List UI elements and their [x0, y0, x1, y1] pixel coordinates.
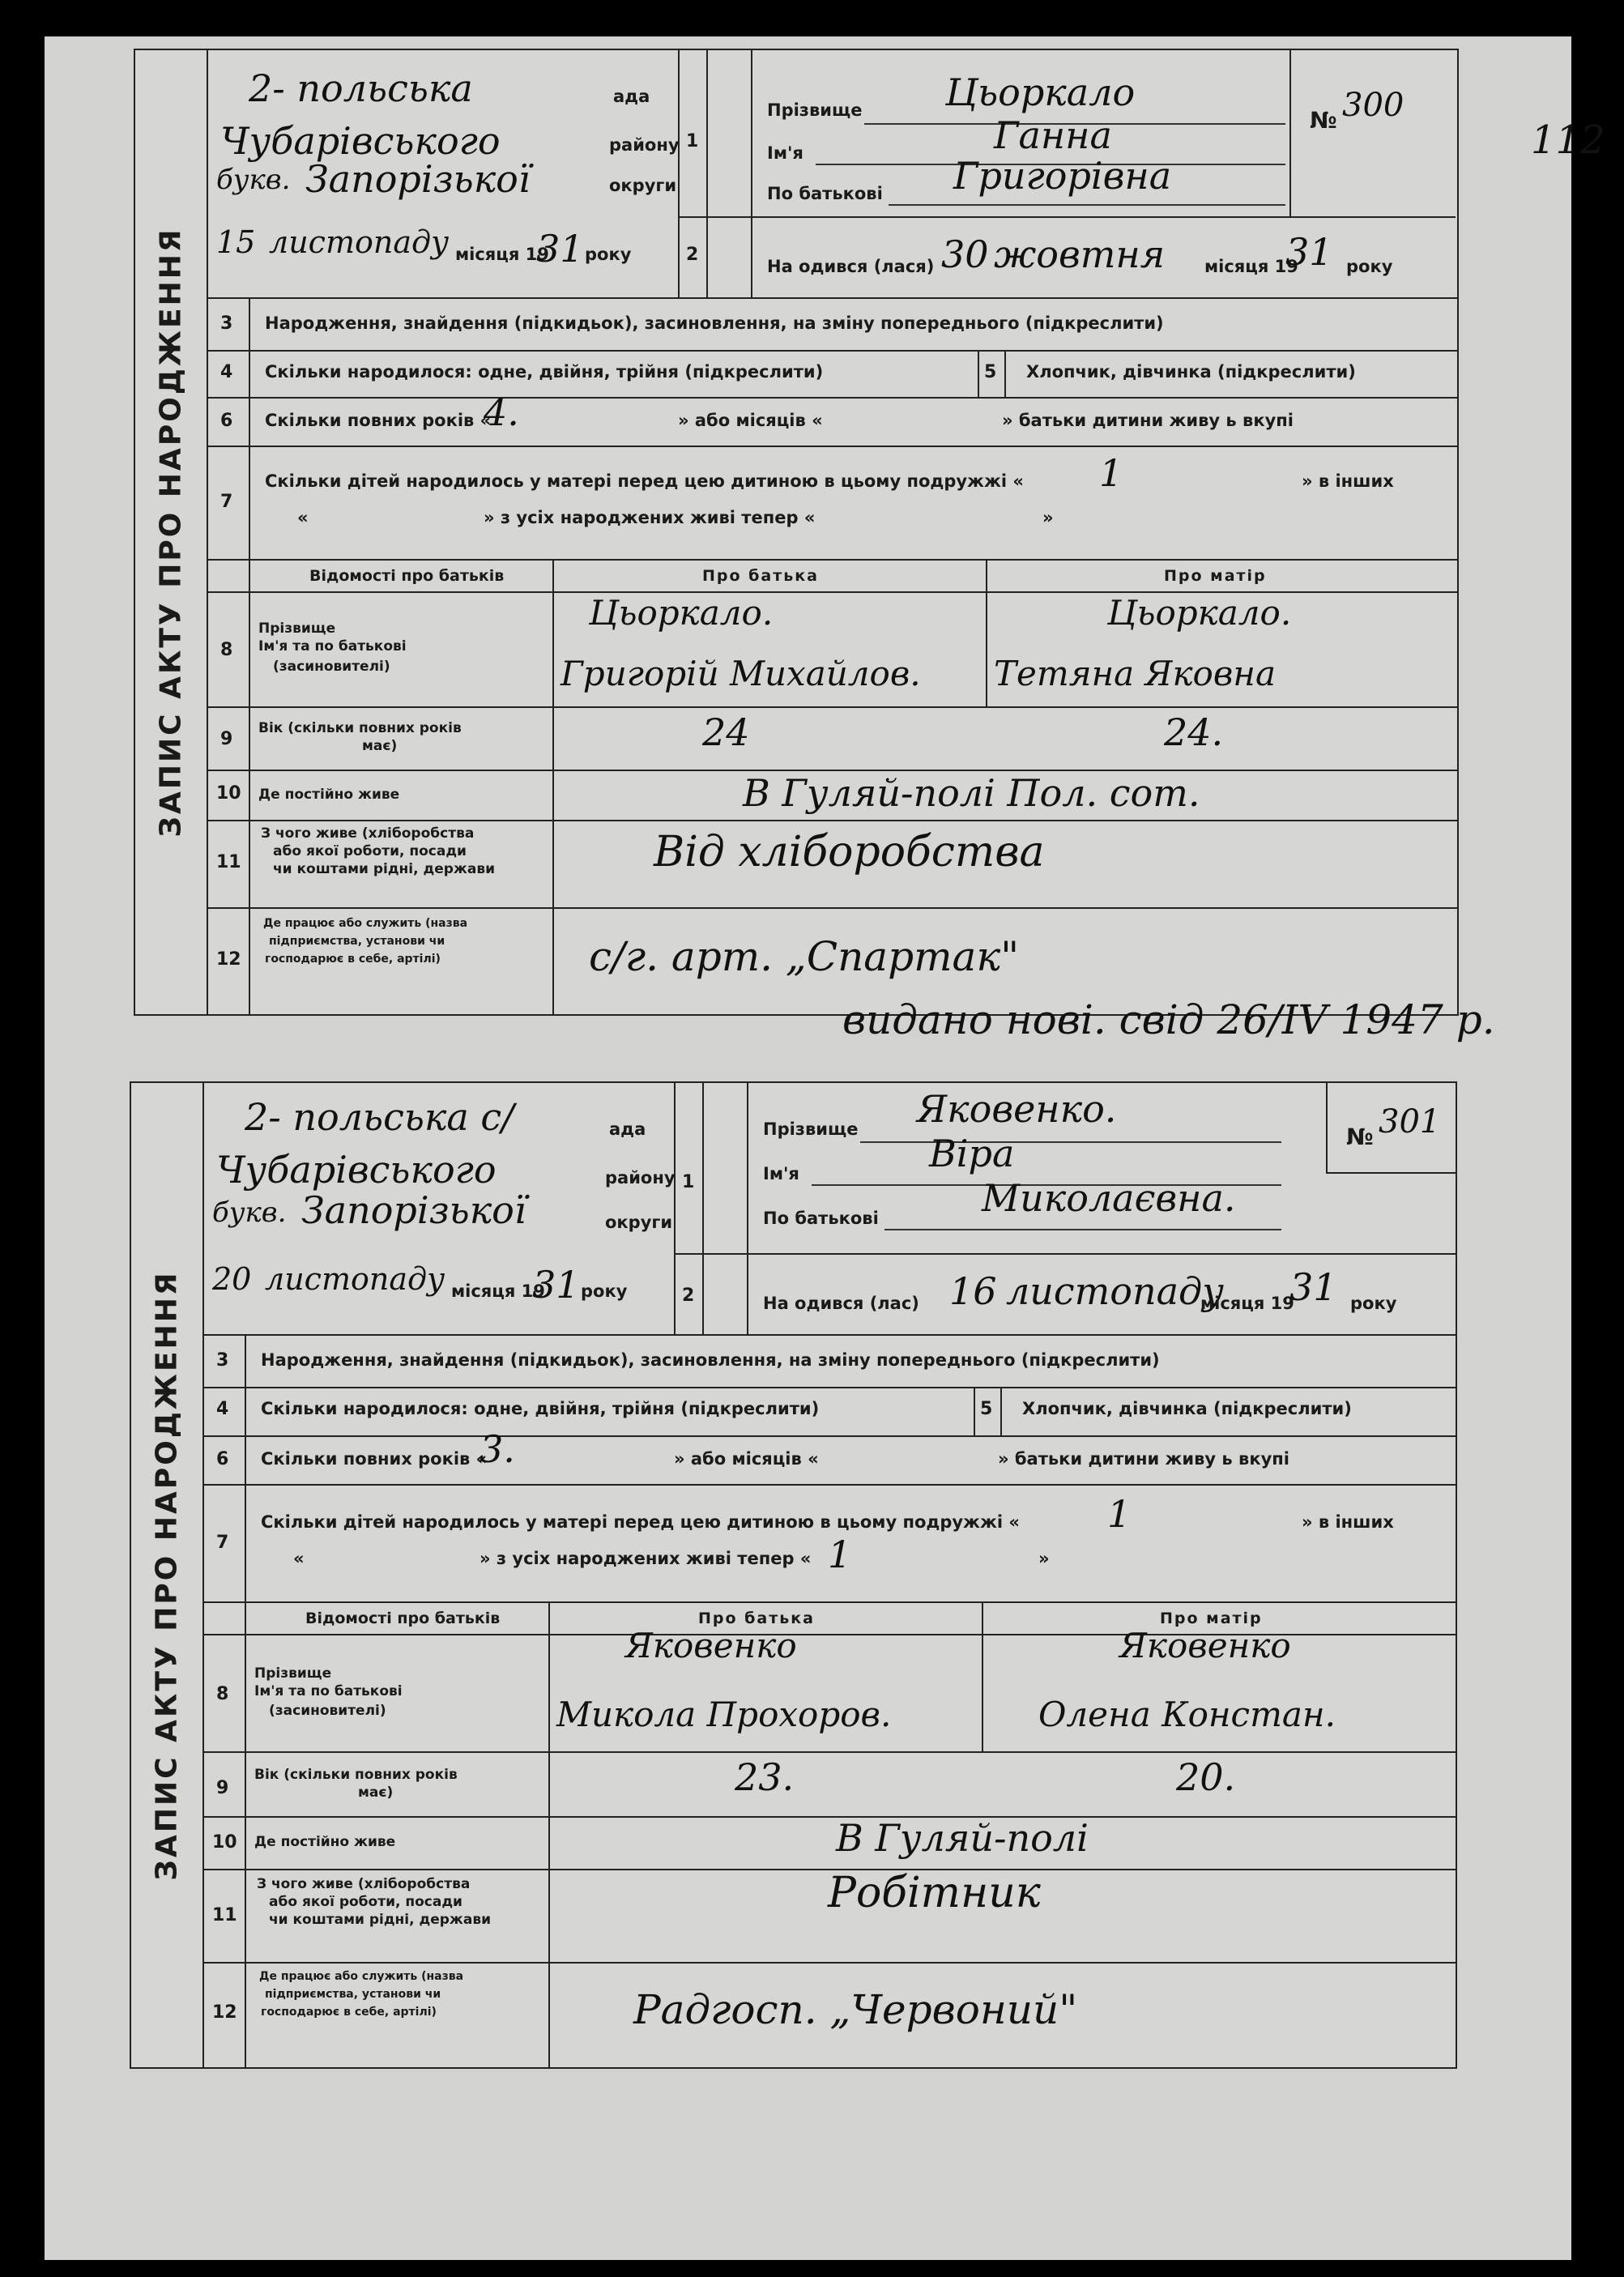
- label-reg-month: місяця 19: [451, 1281, 545, 1301]
- birth-month: листопаду: [1006, 1269, 1224, 1313]
- father-surname: Цьоркало.: [589, 593, 774, 633]
- row8-label3: (засиновителі): [269, 1703, 386, 1719]
- row5-text: Хлопчик, дівчинка (підкреслити): [1022, 1399, 1352, 1418]
- mother-header: Про матір: [1164, 567, 1267, 585]
- row-number-4: 4: [220, 362, 233, 382]
- mother-name: Олена Констан.: [1038, 1695, 1336, 1734]
- prior-children-count: 1: [1099, 451, 1123, 495]
- child-patronymic: Миколаєвна.: [982, 1176, 1236, 1220]
- row7-others-label: » в інших: [1302, 1512, 1394, 1532]
- father-age: 23.: [735, 1755, 795, 1799]
- registration-year: 31: [536, 227, 584, 271]
- row6-years-label: Скільки повних років «: [265, 411, 492, 430]
- label-patronymic: По батькові: [767, 184, 883, 203]
- row8-label2: Ім'я та по батькові: [254, 1683, 403, 1699]
- occupation: Робітник: [828, 1869, 1041, 1917]
- row-number-9: 9: [220, 729, 233, 749]
- registration-day: 20: [212, 1261, 252, 1297]
- mother-age: 24.: [1164, 710, 1224, 754]
- row7-alive-label: » з усіх народжених живі тепер «: [480, 1549, 812, 1568]
- father-header: Про батька: [698, 1610, 816, 1627]
- row9-label: Вік (скільки повних років: [254, 1767, 458, 1783]
- row11-label2: або якої роботи, посади: [273, 843, 467, 859]
- row11-label2: або якої роботи, посади: [269, 1894, 462, 1910]
- row9-label2: має): [358, 1785, 394, 1801]
- mother-name: Тетяна Яковна: [994, 654, 1276, 693]
- label-firstname: Ім'я: [767, 143, 803, 163]
- row3-text: Народження, знайдення (підкидьок), засиновлення, на зміну попереднього (підкреслити): [265, 313, 1164, 333]
- row7-quote-close: »: [1038, 1549, 1050, 1568]
- council-name: 2- польська: [249, 66, 473, 110]
- okrug-prefix: букв.: [212, 1196, 287, 1229]
- birth-record-301: [130, 1081, 1457, 2069]
- row-number-10: 10: [212, 1832, 237, 1853]
- residence: В Гуляй-полі: [836, 1816, 1089, 1860]
- row-number-9: 9: [216, 1778, 229, 1798]
- row6-together-label: » батьки дитини живу ь вкупі: [998, 1449, 1289, 1469]
- label-okrug: округи: [605, 1213, 673, 1232]
- label-record-number: №: [1346, 1124, 1374, 1150]
- row8-label3: (засиновителі): [273, 659, 390, 675]
- label-reg-month: місяця 19: [455, 245, 549, 264]
- row10-label: Де постійно живе: [258, 787, 400, 803]
- birth-day: 16: [949, 1269, 997, 1313]
- label-surname: Прізвище: [767, 100, 863, 120]
- document-page: [45, 36, 1605, 2260]
- occupation: Від хліборобства: [654, 828, 1045, 876]
- row3-text: Народження, знайдення (підкидьок), засиновлення, на зміну попереднього (підкреслити): [261, 1350, 1160, 1370]
- label-council: ада: [613, 87, 650, 106]
- row7-others-label: » в інших: [1302, 471, 1394, 491]
- council-name: 2- польська с/: [245, 1095, 514, 1139]
- child-firstname: Ганна: [994, 113, 1112, 157]
- row-number-5: 5: [984, 362, 997, 382]
- row-number-12: 12: [216, 949, 241, 970]
- label-district: району: [605, 1168, 676, 1188]
- row-number-7: 7: [220, 492, 233, 512]
- row-number-10: 10: [216, 783, 241, 804]
- parents-years-together: 4.: [484, 390, 519, 434]
- label-birth-year: року: [1346, 257, 1393, 276]
- birth-month: жовтня: [994, 232, 1166, 276]
- child-firstname: Віра: [929, 1132, 1015, 1175]
- label-firstname: Ім'я: [763, 1164, 799, 1183]
- label-birth-year: року: [1350, 1294, 1397, 1313]
- page-number: 112: [1531, 117, 1605, 163]
- mother-surname: Яковенко: [1119, 1626, 1291, 1665]
- row-number-5: 5: [980, 1399, 993, 1419]
- row-number-6: 6: [216, 1449, 229, 1469]
- margin-note: видано нові. свід 26/IV 1947 р.: [842, 996, 1495, 1043]
- row6-together-label: » батьки дитини живу ь вкупі: [1002, 411, 1294, 430]
- label-birth-month: місяця 19: [1204, 257, 1298, 276]
- registration-month: листопаду: [265, 1261, 445, 1297]
- workplace: с/г. арт. „Спартак": [589, 933, 1020, 980]
- row-number-7: 7: [216, 1533, 229, 1553]
- birth-year: 31: [1289, 1265, 1337, 1309]
- label-patronymic: По батькові: [763, 1209, 879, 1228]
- row9-label2: має): [362, 738, 398, 754]
- father-name: Григорій Михайлов.: [561, 654, 921, 693]
- row8-label2: Ім'я та по батькові: [258, 638, 407, 655]
- child-surname: Цьоркало: [945, 70, 1136, 114]
- label-surname: Прізвище: [763, 1119, 859, 1139]
- row8-label: Прізвище: [254, 1665, 332, 1682]
- residence: В Гуляй-полі Пол. сот.: [743, 771, 1200, 815]
- parents-info-header: Відомості про батьків: [309, 567, 505, 585]
- label-district: району: [609, 135, 680, 155]
- row-number-2: 2: [686, 245, 699, 265]
- children-alive: 1: [828, 1533, 852, 1576]
- row-number-1: 1: [686, 131, 699, 151]
- row12-label: Де працює або служить (назва: [263, 917, 468, 930]
- prior-children-count: 1: [1107, 1492, 1132, 1536]
- row7-prior-children-label: Скільки дітей народилось у матері перед цею дитиною в цьому подружжі «: [261, 1512, 1020, 1532]
- row-number-8: 8: [216, 1684, 229, 1704]
- row7-prior-children-label: Скільки дітей народилось у матері перед цею дитиною в цьому подружжі «: [265, 471, 1024, 491]
- parents-info-header: Відомості про батьків: [305, 1610, 501, 1627]
- father-age: 24: [702, 710, 750, 754]
- row-number-12: 12: [212, 2002, 237, 2023]
- row12-label2: підприємства, установи чи: [265, 1988, 441, 2001]
- row7-quote-open: «: [297, 508, 309, 527]
- okrug-name: Запорізької: [305, 157, 531, 201]
- row-number-4: 4: [216, 1399, 229, 1419]
- label-reg-year: року: [581, 1281, 628, 1301]
- district-name: Чубарівського: [220, 119, 501, 163]
- row4-text: Скільки народилося: одне, двійня, трійня (підкреслити): [265, 362, 824, 382]
- row6-months-label: » або місяців «: [678, 411, 823, 430]
- row7-alive-label: » з усіх народжених живі тепер «: [484, 508, 816, 527]
- row11-label3: чи коштами рідні, держави: [269, 1912, 491, 1928]
- row-number-11: 11: [212, 1905, 237, 1925]
- row12-label: Де працює або служить (назва: [259, 1970, 464, 1983]
- row-number-6: 6: [220, 411, 233, 431]
- record-number: 300: [1342, 87, 1404, 124]
- row10-label: Де постійно живе: [254, 1834, 396, 1850]
- row6-months-label: » або місяців «: [674, 1449, 819, 1469]
- registration-year: 31: [532, 1263, 580, 1307]
- label-okrug: округи: [609, 176, 677, 195]
- okrug-name: Запорізької: [301, 1188, 526, 1232]
- row8-label: Прізвище: [258, 620, 336, 637]
- row12-label3: господарює в себе, артілі): [265, 953, 441, 966]
- row5-text: Хлопчик, дівчинка (підкреслити): [1026, 362, 1356, 382]
- parents-years-together: 3.: [480, 1427, 515, 1471]
- child-surname: Яковенко.: [917, 1087, 1117, 1131]
- mother-surname: Цьоркало.: [1107, 593, 1292, 633]
- label-birth-month: місяця 19: [1200, 1294, 1294, 1313]
- okrug-prefix: букв.: [216, 164, 291, 196]
- row4-text: Скільки народилося: одне, двійня, трійня (підкреслити): [261, 1399, 820, 1418]
- record-side-title: ЗАПИС АКТУ ПРО НАРОДЖЕННЯ: [131, 1083, 204, 2067]
- label-reg-year: року: [585, 245, 632, 264]
- father-name: Микола Прохоров.: [556, 1695, 892, 1734]
- district-name: Чубарівського: [216, 1148, 497, 1192]
- label-council: ада: [609, 1119, 646, 1139]
- row6-years-label: Скільки повних років «: [261, 1449, 488, 1469]
- workplace: Радгосп. „Червоний": [633, 1986, 1078, 2033]
- registration-day: 15: [216, 224, 256, 260]
- label-born: На одився (лася): [767, 257, 935, 276]
- label-record-number: №: [1310, 107, 1337, 134]
- row9-label: Вік (скільки повних років: [258, 720, 462, 736]
- registration-month: листопаду: [269, 224, 450, 260]
- row11-label: З чого живе (хліборобства: [261, 825, 475, 842]
- birth-day: 30: [941, 232, 989, 276]
- birth-record-300: [134, 49, 1459, 1016]
- father-header: Про батька: [702, 567, 820, 585]
- label-born: На одився (лас): [763, 1294, 919, 1313]
- record-side-title: ЗАПИС АКТУ ПРО НАРОДЖЕННЯ: [135, 50, 208, 1014]
- father-surname: Яковенко: [625, 1626, 797, 1665]
- row-number-3: 3: [220, 313, 233, 334]
- mother-header: Про матір: [1160, 1610, 1263, 1627]
- row7-quote-close: »: [1042, 508, 1054, 527]
- child-patronymic: Григорівна: [953, 154, 1172, 198]
- row12-label3: господарює в себе, артілі): [261, 2006, 437, 2019]
- birth-year: 31: [1285, 230, 1333, 274]
- row-number-8: 8: [220, 640, 233, 660]
- mother-age: 20.: [1176, 1755, 1236, 1799]
- row-number-2: 2: [682, 1286, 695, 1306]
- row-number-1: 1: [682, 1172, 695, 1192]
- row-number-3: 3: [216, 1350, 229, 1371]
- row-number-11: 11: [216, 852, 241, 872]
- row11-label3: чи коштами рідні, держави: [273, 861, 495, 877]
- row7-quote-open: «: [293, 1549, 305, 1568]
- row11-label: З чого живе (хліборобства: [257, 1876, 471, 1892]
- record-number: 301: [1379, 1103, 1441, 1141]
- row12-label2: підприємства, установи чи: [269, 935, 445, 948]
